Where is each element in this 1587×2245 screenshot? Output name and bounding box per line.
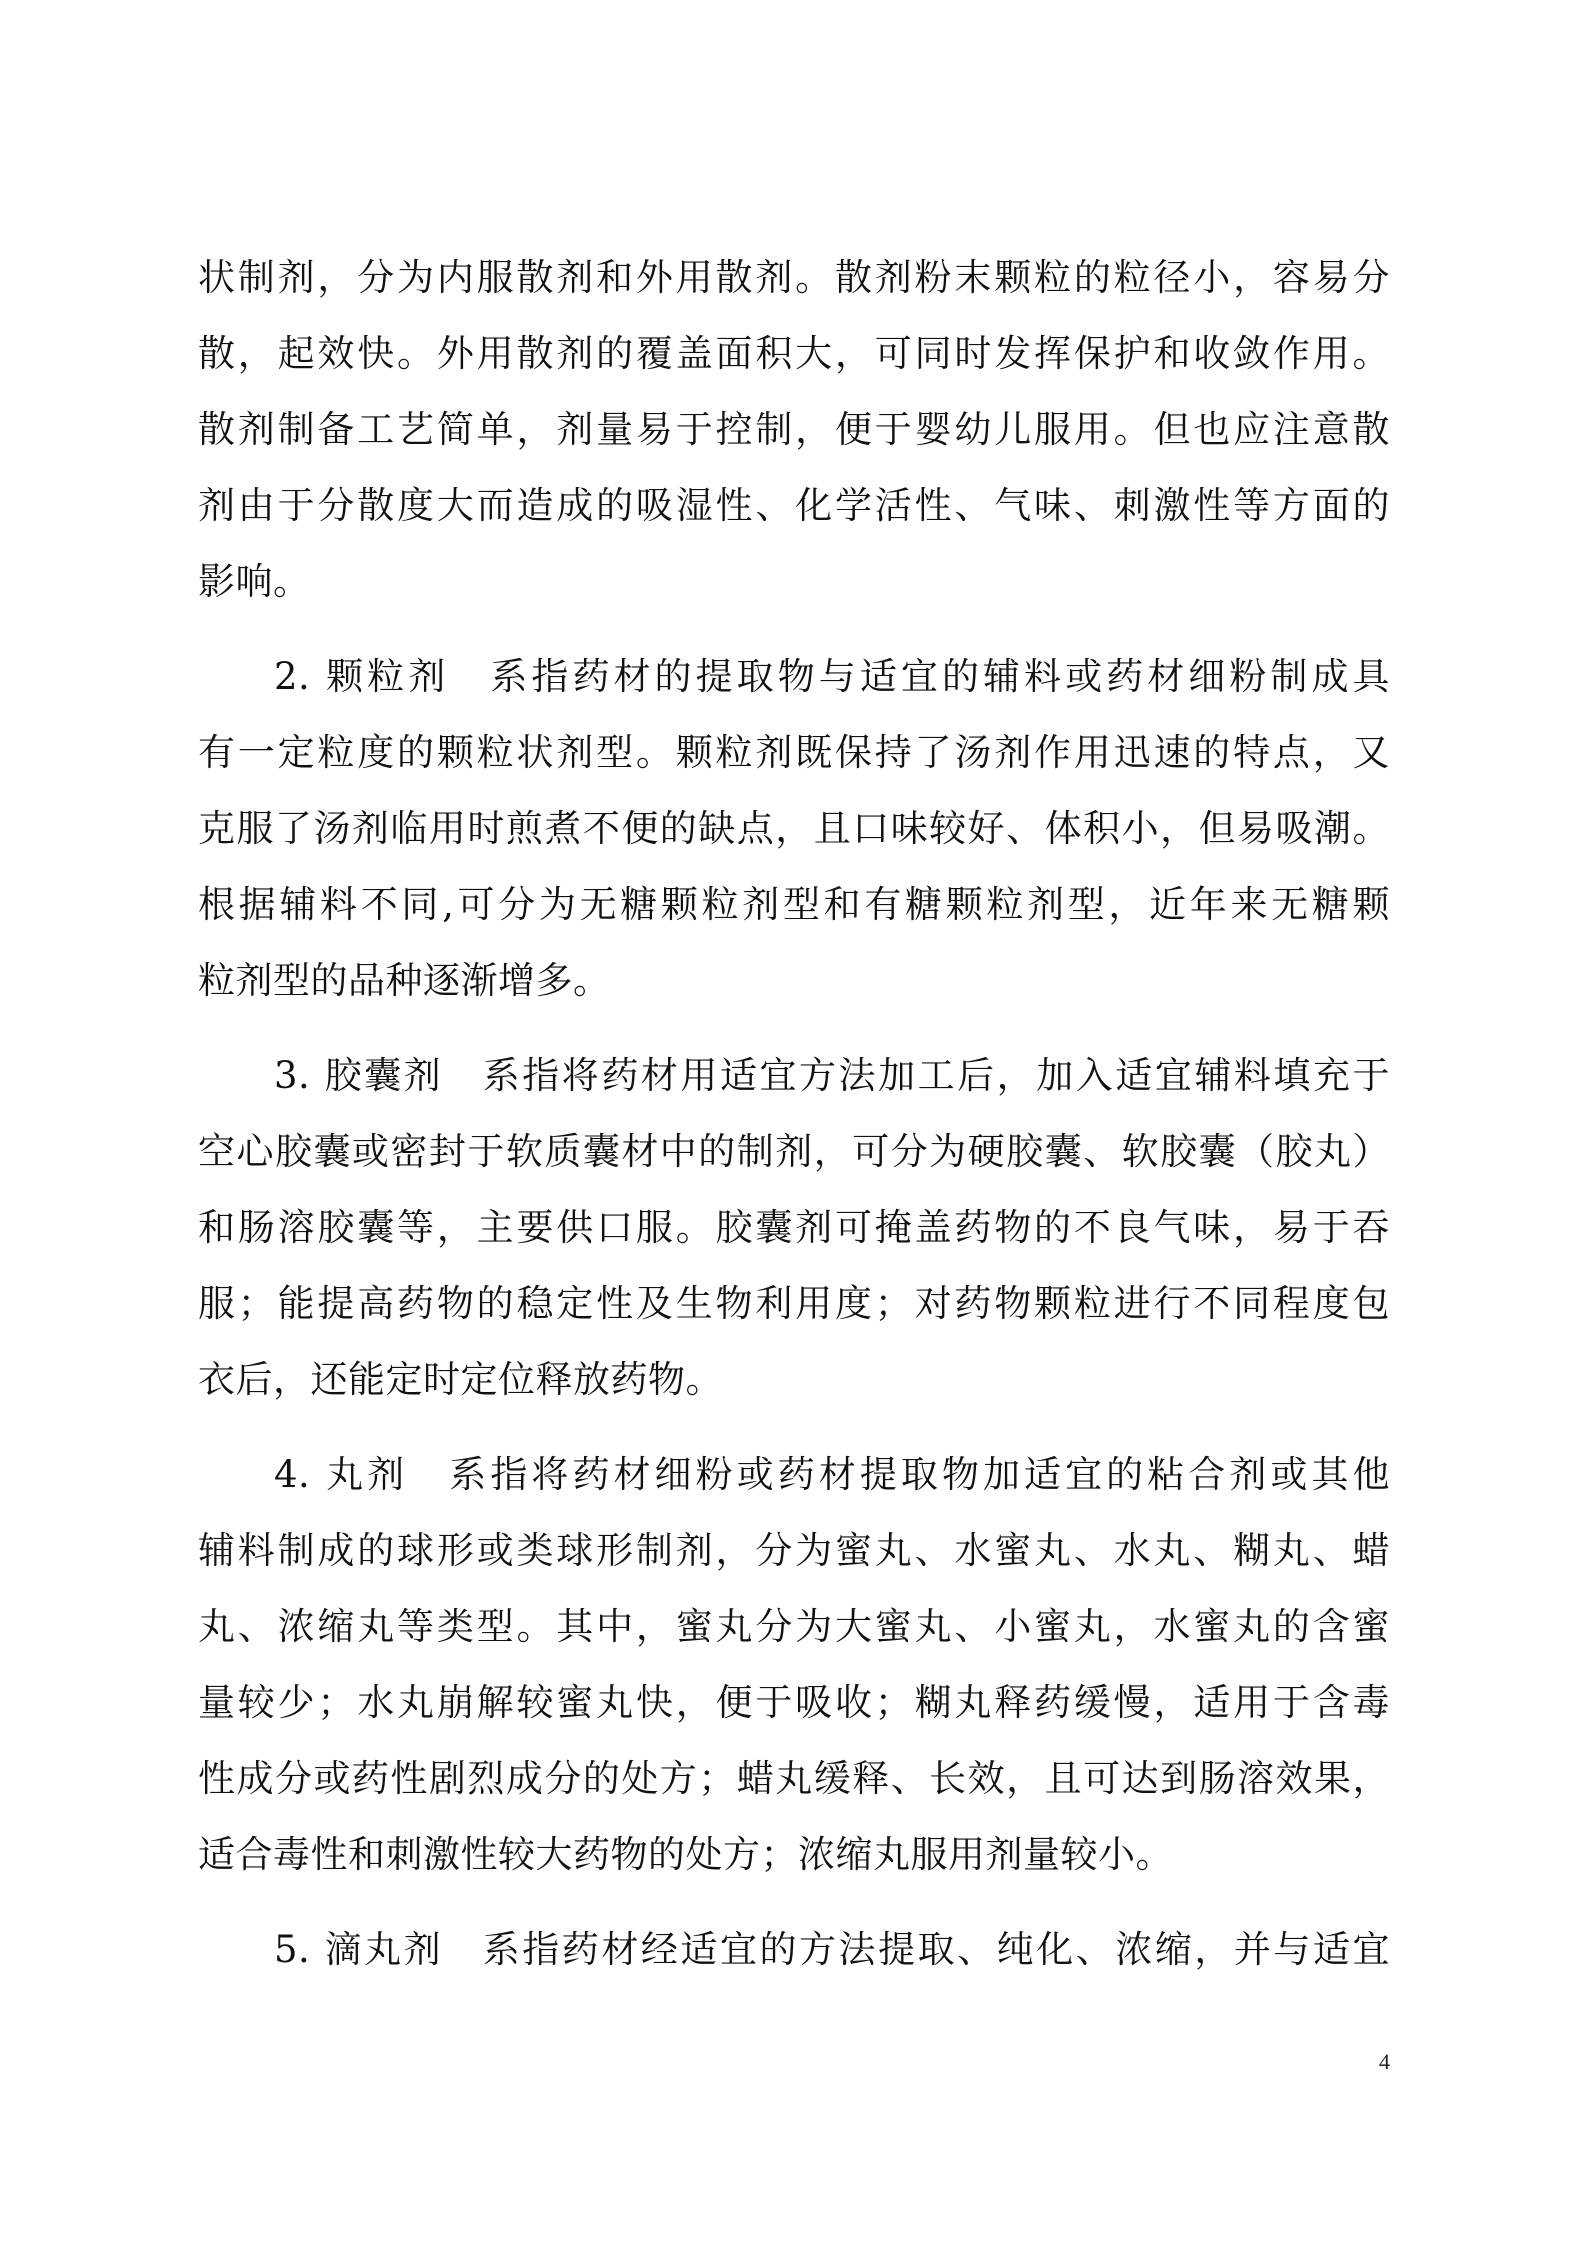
text-line: 量较少；水丸崩解较蜜丸快，便于吸收；糊丸释药缓慢，适用于含毒 <box>198 1681 1390 1724</box>
text-line: 剂由于分散度大而造成的吸湿性、化学活性、气味、刺激性等方面的 <box>198 484 1390 527</box>
text-line: 辅料制成的球形或类球形制剂，分为蜜丸、水蜜丸、水丸、糊丸、蜡 <box>198 1529 1390 1572</box>
section-heading-line: 3. 胶囊剂 系指将药材用适宜方法加工后，加入适宜辅料填充于 <box>274 1054 1390 1097</box>
text-line: 影响。 <box>198 560 311 603</box>
text-line: 状制剂，分为内服散剂和外用散剂。散剂粉末颗粒的粒径小，容易分 <box>198 256 1390 299</box>
text-line: 和肠溶胶囊等，主要供口服。胶囊剂可掩盖药物的不良气味，易于吞 <box>198 1206 1390 1249</box>
text-line: 散剂制备工艺简单，剂量易于控制，便于婴幼儿服用。但也应注意散 <box>198 408 1390 451</box>
text-line: 丸、浓缩丸等类型。其中，蜜丸分为大蜜丸、小蜜丸，水蜜丸的含蜜 <box>198 1605 1390 1648</box>
text-line: 性成分或药性剧烈成分的处方；蜡丸缓释、长效，且可达到肠溶效果， <box>198 1757 1390 1800</box>
section-heading-line: 2. 颗粒剂 系指药材的提取物与适宜的辅料或药材细粉制成具 <box>274 655 1390 698</box>
text-line: 根据辅料不同,可分为无糖颗粒剂型和有糖颗粒剂型，近年来无糖颗 <box>198 883 1390 926</box>
text-line: 粒剂型的品种逐渐增多。 <box>198 959 611 1002</box>
section-heading-line: 5. 滴丸剂 系指药材经适宜的方法提取、纯化、浓缩，并与适宜 <box>274 1928 1390 1971</box>
section-heading-line: 4. 丸剂 系指将药材细粉或药材提取物加适宜的粘合剂或其他 <box>274 1453 1390 1496</box>
text-line: 适合毒性和刺激性较大药物的处方；浓缩丸服用剂量较小。 <box>198 1833 1173 1876</box>
text-line: 克服了汤剂临用时煎煮不便的缺点，且口味较好、体积小，但易吸潮。 <box>198 807 1390 850</box>
text-line: 衣后，还能定时定位释放药物。 <box>198 1358 723 1401</box>
page-number: 4 <box>1379 2049 1390 2074</box>
text-line: 空心胶囊或密封于软质囊材中的制剂，可分为硬胶囊、软胶囊（胶丸） <box>198 1130 1390 1173</box>
text-line: 散，起效快。外用散剂的覆盖面积大，可同时发挥保护和收敛作用。 <box>198 332 1390 375</box>
text-line: 服；能提高药物的稳定性及生物利用度；对药物颗粒进行不同程度包 <box>198 1282 1390 1325</box>
text-line: 有一定粒度的颗粒状剂型。颗粒剂既保持了汤剂作用迅速的特点，又 <box>198 731 1390 774</box>
